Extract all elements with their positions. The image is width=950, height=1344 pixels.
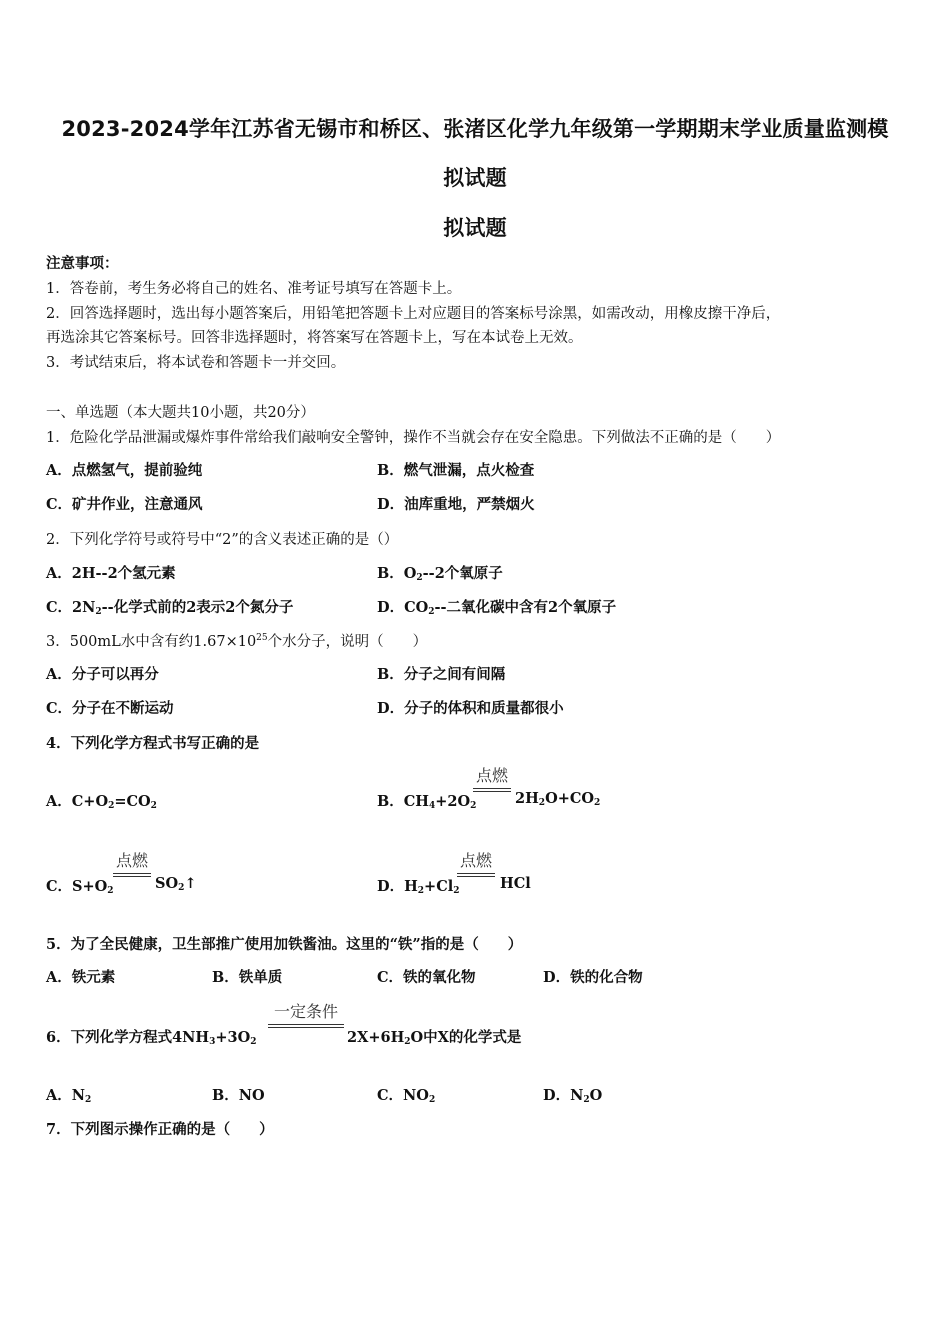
- question-7-stem: 7．下列图示操作正确的是（ ）: [46, 1121, 274, 1138]
- question-4-option-d-left: D．$H_2+Cl_2$: [377, 878, 460, 896]
- question-2-option-b: B．$O_2--2$个氧原子: [377, 565, 503, 583]
- question-5-option-d: D．铁的化合物: [543, 969, 643, 986]
- question-5-option-c: C．铁的氧化物: [377, 969, 476, 986]
- question-3-option-a: A．分子可以再分: [46, 666, 159, 683]
- question-3-stem: 3．500mL水中含有约$1.67\times 10^{25}$个水分子，说明（ ）: [46, 633, 428, 650]
- notice-item-2-continued: 再选涂其它答案标号。回答非选择题时，将答案写在答题卡上，写在本试卷上无效。: [46, 330, 583, 346]
- question-1-option-b: B．燃气泄漏，点火检查: [377, 462, 535, 479]
- notice-heading: 注意事项：: [46, 255, 119, 272]
- question-1-option-c: C．矿井作业，注意通风: [46, 496, 203, 513]
- page-title-continued: 拟试题: [443, 166, 507, 190]
- question-5-option-a: A．铁元素: [46, 969, 116, 986]
- question-4-stem: 4．下列化学方程式书写正确的是: [46, 735, 260, 752]
- notice-item-2: 2．回答选择题时，选出每小题答案后，用铅笔把答题卡上对应题目的答案标号涂黑，如需改动，用橡皮擦干净后，: [46, 306, 781, 322]
- reaction-condition-q6: 一定条件: [268, 999, 344, 1028]
- reaction-condition-b: 点燃: [473, 763, 511, 792]
- question-6-option-a: A．$N_2$: [46, 1087, 92, 1105]
- reaction-condition-c: 点燃: [113, 848, 151, 877]
- page-subtitle: 拟试题: [443, 216, 507, 240]
- notice-item-3: 3．考试结束后，将本试卷和答题卡一并交回。: [46, 355, 346, 371]
- question-6-option-c: C．$NO_2$: [377, 1087, 436, 1105]
- question-3-option-c: C．分子在不断运动: [46, 700, 174, 717]
- question-5-stem: 5．为了全民健康，卫生部推广使用加铁酱油。这里的“铁”指的是（ ）: [46, 936, 523, 953]
- page-title: 2023-2024学年江苏省无锡市和桥区、张渚区化学九年级第一学期期末学业质量监测模: [61, 117, 889, 141]
- question-6-stem-right: $2X+6H_2O$中X的化学式是: [347, 1029, 522, 1047]
- question-6-option-d: D．$N_2O$: [543, 1087, 603, 1105]
- question-2-stem: 2．下列化学符号或符号中“2”的含义表述正确的是（）: [46, 532, 399, 548]
- question-1-stem: 1．危险化学品泄漏或爆炸事件常给我们敲响安全警钟，操作不当就会存在安全隐患。下列做法不正确的是（ ）: [46, 430, 781, 446]
- question-4-option-c-right: $SO_2↑$: [155, 875, 197, 893]
- question-4-option-c-left: C．$S+O_2$: [46, 878, 114, 896]
- question-2-option-d: D．$CO_2--$二氧化碳中含有2个氧原子: [377, 599, 617, 617]
- question-4-option-d-right: HCl: [500, 875, 531, 892]
- question-1-option-d: D．油库重地，严禁烟火: [377, 496, 535, 513]
- question-1-option-a: A．点燃氢气，提前验纯: [46, 462, 203, 479]
- question-4-option-b-left: B．$CH_4+2O_2$: [377, 793, 477, 811]
- section-heading: 一、单选题（本大题共10小题，共20分）: [46, 405, 315, 421]
- notice-item-1: 1．答卷前，考生务必将自己的姓名、准考证号填写在答题卡上。: [46, 281, 462, 297]
- question-6-stem-left: 6．下列化学方程式$4NH_3+3O_2$: [46, 1029, 257, 1047]
- question-5-option-b: B．铁单质: [212, 969, 283, 986]
- question-6-option-b: B．NO: [212, 1087, 265, 1104]
- question-2-option-a: A．2H--2个氢元素: [46, 565, 176, 582]
- question-4-option-b-right: $2H_2O+CO_2$: [515, 790, 601, 808]
- question-3-option-d: D．分子的体积和质量都很小: [377, 700, 564, 717]
- question-4-option-a: A．$C+O_2=CO_2$: [46, 793, 157, 811]
- question-2-option-c: C．$2N_2--$化学式前的2表示2个氮分子: [46, 599, 294, 617]
- question-3-option-b: B．分子之间有间隔: [377, 666, 506, 683]
- reaction-condition-d: 点燃: [457, 848, 495, 877]
